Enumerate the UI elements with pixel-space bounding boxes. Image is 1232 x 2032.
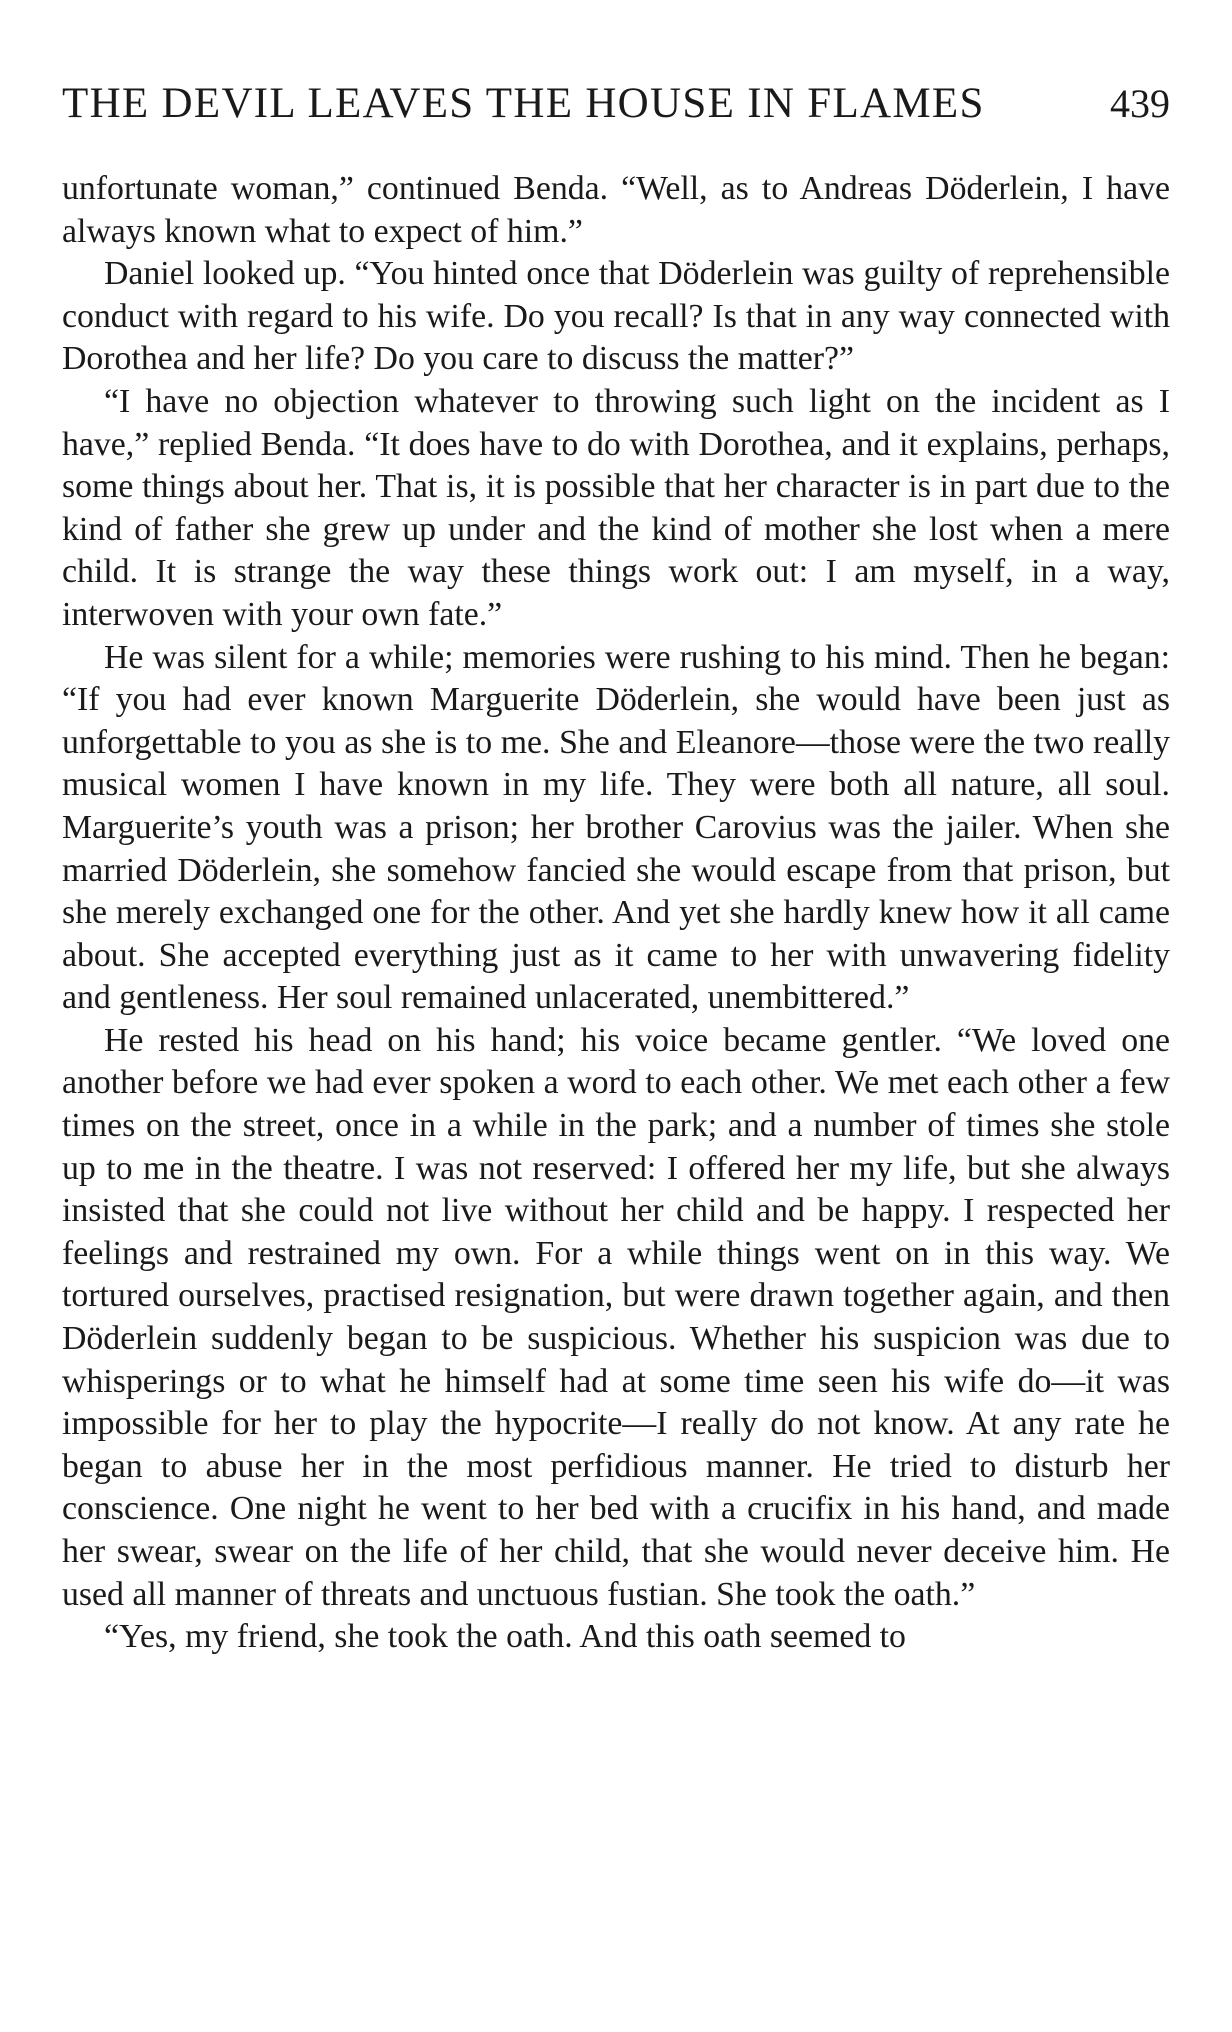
paragraph-last: “Yes, my friend, she took the oath. And this oath seemed to [104,1618,906,1656]
running-head [62,82,1170,154]
page-number: 439 [1110,81,1170,126]
book-page [62,82,1170,1659]
paragraph: Daniel looked up. “You hinted once that Döderlein was guilty of reprehensible conduct with regard to his wife. Do you recall? Is that in any way connected with Dorothea and her life? Do you care to discuss the matter?” [62,255,1170,378]
paragraph: “I have no objection whatever to throwing such light on the incident as I have,” replied Benda. “It does have to do with Dorothea, and it explains, perhaps, some things about her. That is, it is possible that her character is in part due to the kind of father she grew up under and the kind of mother she lost when a mere child. It is strange the way these things work out: I am myself, in a way, interwoven with your own fate.” [62,382,1170,633]
paragraph: He rested his head on his hand; his voice became gentler. “We loved one another before we had ever spoken a word to each other. We met each other a few times on the street, once in a while in the park; and a number of times she stole up to me in the theatre. I was not reserved: I offered her my life, but she always insisted that she could not live without her child and be happy. I respected her feelings and restrained my own. For a while things went on in this way. We tortured ourselves, practised resignation, but were drawn together again, and then Döderlein suddenly began to be suspicious. Whether his suspicion was due to whisperings or to what he himself had at some time seen his wife do—it was impossible for her to play the hypocrite—I really do not know. At any rate he began to abuse her in the most perfidious manner. He tried to disturb her conscience. One night he went to her bed with a crucifix in his hand, and made her swear, swear on the life of her child, that she would never deceive him. He used all manner of threats and unctuous fustian. She took the oath.” [62,1021,1170,1613]
body-text [62,168,1170,1659]
paragraph: He was silent for a while; memories were rushing to his mind. Then he began: “If you had ever known Marguerite Döderlein, she would have been just as unforgettable to you as she is to me. She and Eleanore—those were the two really musical women I have known in my life. They were both all nature, all soul. Marguerite’s youth was a prison; her brother Carovius was the jailer. When she married Döderlein, she somehow fancied she would escape from that prison, but she merely exchanged one for the other. And yet she hardly knew how it all came about. She accepted everything just as it came to her with unwavering fidelity and gentleness. Her soul remained unlacerated, unembittered.” [62,638,1170,1017]
paragraph-continued: unfortunate woman,” continued Benda. “Well, as to Andreas Döderlein, I have always known what to expect of him.” [62,170,1170,250]
running-title: THE DEVIL LEAVES THE HOUSE IN FLAMES [62,80,985,127]
